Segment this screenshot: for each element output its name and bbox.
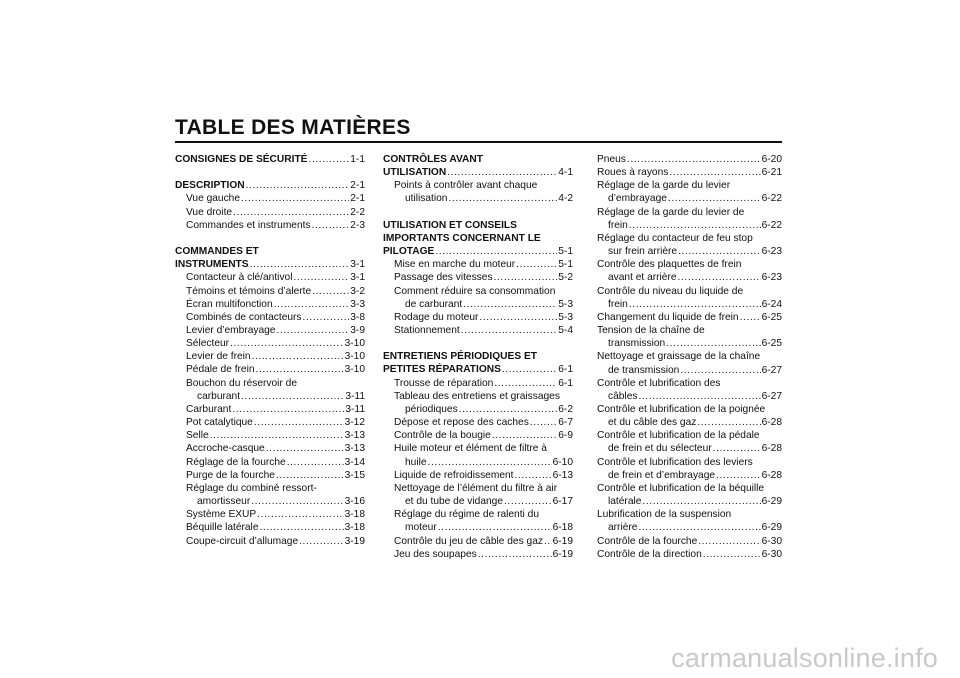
toc-dot-leader (312, 285, 349, 298)
toc-entry[interactable] (175, 337, 365, 350)
toc-heading-line: Contrôle et lubrification de la béquille (597, 482, 765, 494)
page-title: TABLE DES MATIÈRES (175, 116, 411, 139)
toc-dot-leader (254, 416, 344, 429)
toc-page-number: 6-19 (552, 548, 573, 560)
toc-dot-leader (703, 548, 761, 561)
toc-entry[interactable] (383, 403, 573, 416)
toc-entry-title: Pot catalytique (186, 417, 253, 429)
toc-heading-line: Contrôle et lubrification de la poignée (597, 403, 766, 415)
toc-entry[interactable] (597, 219, 782, 232)
toc-entry-title: moteur (405, 522, 437, 534)
toc-dot-leader (438, 521, 552, 534)
toc-entry[interactable] (383, 271, 573, 284)
toc-entry[interactable] (175, 153, 365, 166)
toc-dot-leader (544, 535, 552, 548)
toc-heading-line: COMMANDES ET (175, 246, 259, 258)
toc-dot-leader (629, 219, 761, 232)
toc-dot-leader (669, 166, 760, 179)
toc-column-1 (175, 153, 365, 548)
toc-column-2 (383, 153, 573, 561)
toc-dot-leader (266, 442, 344, 455)
toc-page-number: 3-8 (350, 311, 365, 323)
toc-entry-title: Purge de la fourche (186, 469, 275, 481)
toc-entry-title: PILOTAGE (383, 246, 435, 258)
toc-entry-title: Contrôle de la bougie (394, 430, 491, 442)
toc-entry-title: amortisseur (197, 496, 251, 508)
toc-page-number: 1-1 (350, 154, 365, 165)
toc-entry-title: sur frein arrière (608, 246, 678, 258)
toc-entry[interactable] (175, 324, 365, 337)
toc-entry-title: DESCRIPTION (175, 180, 245, 192)
toc-entry-title: Système EXUP (186, 509, 257, 521)
toc-entry[interactable] (383, 258, 573, 271)
toc-entry[interactable] (597, 364, 782, 377)
toc-dot-leader (241, 390, 344, 403)
toc-entry[interactable] (175, 508, 365, 521)
toc-entry-title: PETITES RÉPARATIONS (383, 364, 501, 376)
toc-entry[interactable] (175, 521, 365, 534)
toc-entry-title: Coupe-circuit d’allumage (186, 535, 299, 547)
toc-entry-title: Changement du liquide de frein (597, 311, 739, 323)
toc-dot-leader (287, 456, 344, 469)
toc-page-number: 4-2 (558, 193, 573, 205)
toc-page-number: 5-1 (558, 259, 573, 271)
toc-page-number: 3-9 (350, 325, 365, 336)
toc-dot-leader (257, 508, 343, 521)
toc-page-number: 3-13 (344, 430, 365, 442)
toc-dot-leader (463, 298, 557, 311)
toc-dot-leader (210, 429, 344, 442)
toc-entry[interactable] (383, 535, 573, 548)
toc-dot-leader (230, 337, 344, 350)
toc-entry-title: Pneus (597, 154, 626, 165)
toc-entry-title: UTILISATION (383, 167, 447, 179)
toc-entry-title: de frein et d’embrayage (608, 469, 716, 481)
toc-entry[interactable] (175, 403, 365, 416)
toc-entry-title: Dépose et repose des caches (394, 417, 529, 429)
toc-entry-title: câbles (608, 390, 638, 402)
toc-dot-leader (516, 258, 557, 271)
toc-dot-leader (680, 364, 760, 377)
toc-page-number: 5-2 (558, 272, 573, 284)
toc-entry[interactable] (383, 377, 573, 390)
toc-page-number: 3-10 (344, 338, 365, 350)
toc-dot-leader (274, 298, 350, 311)
toc-dot-leader (678, 271, 761, 284)
toc-heading-line: UTILISATION ET CONSEILS (383, 219, 517, 231)
toc-dot-leader (638, 390, 760, 403)
toc-dot-leader (638, 521, 760, 534)
toc-dot-leader (668, 192, 761, 205)
toc-entry[interactable] (597, 495, 782, 508)
toc-page-number: 3-19 (344, 535, 365, 547)
toc-entry-title: Levier de frein (186, 351, 251, 363)
toc-page-number: 6-23 (761, 246, 782, 258)
toc-entry-title: latérale (608, 496, 642, 508)
toc-entry[interactable] (175, 495, 365, 508)
toc-page-number: 4-1 (558, 167, 573, 179)
toc-heading-line: IMPORTANTS CONCERNANT LE (383, 232, 541, 244)
toc-entry-title: de frein et du sélecteur (608, 443, 712, 455)
toc-entry-title: d’embrayage (608, 193, 667, 205)
toc-dot-leader (293, 271, 349, 284)
toc-heading-line: CONTRÔLES AVANT (383, 154, 483, 165)
toc-entry-title: carburant (197, 390, 241, 402)
toc-dot-leader (260, 521, 344, 534)
toc-entry[interactable] (597, 548, 782, 561)
toc-page-number: 5-3 (558, 298, 573, 310)
toc-entry-title: arrière (608, 522, 638, 534)
toc-page-number: 3-12 (344, 417, 365, 429)
toc-entry[interactable] (175, 285, 365, 298)
toc-heading-line: Bouchon du réservoir de (186, 377, 297, 389)
toc-entry-title: Roues à rayons (597, 167, 669, 179)
toc-entry-title: périodiques (405, 403, 458, 415)
toc-heading-line: Contrôle du niveau du liquide de (597, 285, 744, 297)
toc-page-number: 6-28 (761, 469, 782, 481)
toc-page-number: 6-21 (761, 167, 782, 179)
toc-heading-line: Contrôle et lubrification des (597, 377, 721, 389)
toc-page-number: 2-3 (350, 219, 365, 231)
toc-page-number: 6-17 (552, 496, 573, 508)
toc-entry-title: de transmission (608, 364, 680, 376)
toc-entry[interactable] (175, 350, 365, 363)
toc-dot-leader (515, 469, 552, 482)
toc-entry[interactable] (383, 245, 573, 258)
toc-page-number: 6-23 (761, 272, 782, 284)
toc-heading-line: Réglage du combiné ressort- (186, 482, 317, 494)
toc-entry-title: Commandes et instruments (186, 219, 311, 231)
toc-entry[interactable] (175, 206, 365, 219)
toc-spacer (383, 337, 573, 350)
toc-heading-line: Tension de la chaîne de (597, 325, 705, 337)
toc-dot-leader (233, 206, 349, 219)
toc-dot-leader (256, 363, 344, 376)
toc-entry[interactable] (175, 363, 365, 376)
toc-dot-leader (312, 219, 350, 232)
toc-page-number: 3-11 (345, 403, 365, 415)
toc-heading-line: Comment réduire sa consommation (394, 285, 556, 297)
toc-page-number: 3-10 (344, 364, 365, 376)
toc-dot-leader (478, 548, 552, 561)
toc-dot-leader (303, 311, 350, 324)
toc-dot-leader (642, 495, 760, 508)
toc-dot-leader (241, 192, 349, 205)
toc-heading-line: Réglage du contacteur de feu stop (597, 232, 753, 244)
toc-entry[interactable] (597, 337, 782, 350)
toc-page-number: 6-28 (761, 443, 782, 455)
toc-entry[interactable] (383, 311, 573, 324)
toc-entry[interactable] (175, 179, 365, 192)
toc-entry[interactable] (175, 456, 365, 469)
toc-entry[interactable] (597, 271, 782, 284)
toc-heading-line: Tableau des entretiens et graissages (394, 390, 560, 402)
toc-entry[interactable] (175, 535, 365, 548)
toc-entry-title: Accroche-casque (186, 443, 265, 455)
toc-entry-title: transmission (608, 338, 666, 350)
toc-entry-title: Béquille latérale (186, 522, 259, 534)
toc-dot-leader (299, 535, 343, 548)
toc-page-number: 3-1 (350, 272, 365, 284)
toc-entry-title: Combinés de contacteurs (186, 311, 302, 323)
toc-spacer (175, 232, 365, 245)
toc-dot-leader (666, 337, 760, 350)
toc-dot-leader (740, 311, 761, 324)
toc-entry[interactable] (597, 298, 782, 311)
toc-dot-leader (250, 258, 350, 271)
toc-page-number: 5-1 (558, 246, 573, 258)
toc-entry[interactable] (175, 219, 365, 232)
toc-page-number: 6-27 (761, 364, 782, 376)
toc-page-number: 3-16 (344, 496, 365, 508)
toc-entry-title: Carburant (186, 403, 232, 415)
toc-entry-title: Écran multifonction (186, 298, 273, 310)
toc-entry-title: CONSIGNES DE SÉCURITÉ (175, 154, 308, 165)
toc-dot-leader (627, 153, 761, 166)
toc-dot-leader (428, 456, 552, 469)
toc-dot-leader (678, 245, 761, 258)
toc-entry-title: Selle (186, 430, 209, 442)
toc-heading-line: Nettoyage de l’élément du filtre à air (394, 482, 558, 494)
toc-entry[interactable] (383, 521, 573, 534)
toc-page-number: 2-2 (350, 206, 365, 218)
toc-entry[interactable] (597, 521, 782, 534)
toc-entry-title: frein (608, 219, 628, 231)
toc-entry[interactable] (597, 469, 782, 482)
toc-entry-title: Passage des vitesses (394, 272, 493, 284)
toc-dot-leader (698, 535, 760, 548)
toc-entry-title: INSTRUMENTS (175, 259, 249, 271)
toc-entry[interactable] (175, 390, 365, 403)
toc-entry[interactable] (597, 311, 782, 324)
toc-dot-leader (504, 495, 552, 508)
toc-entry[interactable] (175, 311, 365, 324)
toc-entry-title: Levier d’embrayage (186, 325, 276, 336)
toc-heading-line: Contrôle et lubrification des leviers (597, 456, 753, 468)
toc-page-number: 6-2 (558, 403, 573, 415)
toc-entry-title: Sélecteur (186, 338, 230, 350)
toc-entry[interactable] (175, 469, 365, 482)
toc-dot-leader (530, 416, 557, 429)
toc-page-number: 3-18 (344, 509, 365, 521)
watermark: carmanualsonline.info (671, 643, 938, 673)
toc-entry[interactable] (597, 245, 782, 258)
toc-page-number: 6-19 (552, 535, 573, 547)
toc-entry-title: de carburant (405, 298, 463, 310)
toc-entry-title: utilisation (405, 193, 448, 205)
toc-page-number: 6-1 (558, 364, 573, 376)
toc-dot-leader (251, 495, 343, 508)
toc-entry-title: Rodage du moteur (394, 311, 479, 323)
toc-entry-title: avant et arrière (608, 272, 677, 284)
toc-dot-leader (494, 271, 558, 284)
toc-page-number: 3-14 (344, 456, 365, 468)
toc-entry[interactable] (383, 495, 573, 508)
toc-entry[interactable] (383, 324, 573, 337)
toc-entry[interactable] (383, 548, 573, 561)
toc-entry[interactable] (383, 192, 573, 205)
toc-dot-leader (448, 192, 557, 205)
toc-entry[interactable] (597, 153, 782, 166)
toc-page-number: 6-22 (761, 193, 782, 205)
toc-dot-leader (492, 429, 557, 442)
toc-dot-leader (716, 469, 761, 482)
toc-page-number: 6-27 (761, 390, 782, 402)
toc-entry-title: Contrôle du jeu de câble des gaz (394, 535, 543, 547)
toc-dot-leader (447, 166, 557, 179)
toc-entry[interactable] (597, 390, 782, 403)
toc-dot-leader (246, 179, 350, 192)
toc-entry[interactable] (175, 416, 365, 429)
toc-page-number: 6-25 (761, 311, 782, 323)
toc-entry-title: huile (405, 456, 427, 468)
toc-dot-leader (308, 153, 349, 166)
toc-entry-title: Réglage de la fourche (186, 456, 286, 468)
toc-page-number: 5-3 (558, 311, 573, 323)
toc-page-number: 6-13 (552, 469, 573, 481)
toc-page-number: 6-28 (761, 417, 782, 429)
toc-entry[interactable] (597, 192, 782, 205)
toc-dot-leader (494, 377, 557, 390)
toc-dot-leader (697, 416, 760, 429)
toc-entry[interactable] (175, 258, 365, 271)
toc-page-number: 3-18 (344, 522, 365, 534)
toc-heading-line: Contrôle et lubrification de la pédale (597, 430, 760, 442)
toc-entry[interactable] (175, 298, 365, 311)
toc-entry[interactable] (383, 166, 573, 179)
toc-entry-title: Vue droite (186, 206, 233, 218)
toc-entry[interactable] (597, 166, 782, 179)
toc-page-number: 3-15 (344, 469, 365, 481)
toc-page-number: 5-4 (558, 325, 573, 337)
toc-entry-title: et du câble des gaz (608, 417, 697, 429)
toc-page-number: 6-24 (761, 298, 782, 310)
toc-dot-leader (461, 324, 558, 337)
toc-entry[interactable] (175, 429, 365, 442)
toc-spacer (175, 166, 365, 179)
toc-page-number: 6-25 (761, 338, 782, 350)
toc-heading-line: Contrôle des plaquettes de frein (597, 259, 742, 271)
toc-dot-leader (232, 403, 344, 416)
toc-page-number: 2-1 (350, 180, 365, 192)
toc-entry[interactable] (597, 442, 782, 455)
toc-dot-leader (435, 245, 557, 258)
toc-entry-title: Pédale de frein (186, 364, 255, 376)
toc-page-number: 3-13 (344, 443, 365, 455)
toc-dot-leader (459, 403, 558, 416)
toc-column-3 (597, 153, 782, 561)
toc-heading-line: Points à contrôler avant chaque (394, 180, 538, 192)
toc-heading-line: ENTRETIENS PÉRIODIQUES ET (383, 351, 537, 363)
toc-heading-line: Réglage de la garde du levier (597, 180, 731, 192)
toc-page-number: 6-29 (761, 496, 782, 508)
toc-page-number: 6-1 (558, 377, 573, 389)
toc-spacer (383, 206, 573, 219)
toc-dot-leader (629, 298, 761, 311)
toc-entry[interactable] (175, 271, 365, 284)
toc-entry-title: Témoins et témoins d’alerte (186, 285, 312, 297)
toc-entry-title: Contacteur à clé/antivol (186, 272, 293, 284)
toc-dot-leader (479, 311, 557, 324)
toc-dot-leader (276, 469, 344, 482)
toc-page-number: 3-3 (350, 298, 365, 310)
toc-entry[interactable] (383, 298, 573, 311)
toc-heading-line: Réglage du régime de ralenti du (394, 509, 539, 521)
toc-entry[interactable] (383, 456, 573, 469)
toc-dot-leader (713, 442, 761, 455)
toc-page-number: 3-2 (350, 285, 365, 297)
toc-entry-title: Contrôle de la direction (597, 548, 702, 560)
toc-entry[interactable] (597, 416, 782, 429)
toc-dot-leader (276, 324, 349, 337)
toc-entry-title: frein (608, 298, 628, 310)
toc-page-number: 6-9 (558, 430, 573, 442)
toc-entry[interactable] (175, 442, 365, 455)
toc-dot-leader (502, 363, 557, 376)
toc-entry-title: Jeu des soupapes (394, 548, 477, 560)
toc-page-number: 6-30 (761, 535, 782, 547)
toc-entry-title: Trousse de réparation (394, 377, 494, 389)
toc-page-number: 3-1 (350, 259, 365, 271)
toc-page-number: 3-11 (345, 390, 365, 402)
toc-entry[interactable] (383, 416, 573, 429)
toc-page-number: 6-29 (761, 522, 782, 534)
toc-page-number: 2-1 (350, 193, 365, 205)
toc-entry[interactable] (175, 192, 365, 205)
toc-entry-title: Contrôle de la fourche (597, 535, 698, 547)
toc-page-number: 3-10 (344, 351, 365, 363)
toc-entry-title: Stationnement (394, 325, 460, 337)
toc-dot-leader (252, 350, 344, 363)
toc-entry[interactable] (383, 363, 573, 376)
toc-heading-line: Nettoyage et graissage de la chaîne (597, 351, 761, 363)
toc-page-number: 6-18 (552, 522, 573, 534)
toc-page-number: 6-7 (558, 417, 573, 429)
toc-entry-title: Liquide de refroidissement (394, 469, 514, 481)
title-rule (175, 141, 782, 143)
toc-entry-title: Vue gauche (186, 193, 241, 205)
toc-entry-title: Mise en marche du moteur (394, 259, 516, 271)
toc-heading-line: Lubrification de la suspension (597, 509, 732, 521)
toc-entry[interactable] (383, 469, 573, 482)
toc-heading-line: Huile moteur et élément de filtre à (394, 443, 547, 455)
toc-page-number: 6-10 (552, 456, 573, 468)
toc-entry-title: et du tube de vidange (405, 496, 503, 508)
toc-entry[interactable] (597, 535, 782, 548)
toc-heading-line: Réglage de la garde du levier de (597, 206, 745, 218)
toc-entry[interactable] (383, 429, 573, 442)
toc-page-number: 6-20 (761, 154, 782, 165)
toc-page-number: 6-30 (761, 548, 782, 560)
toc-page-number: 6-22 (761, 219, 782, 231)
